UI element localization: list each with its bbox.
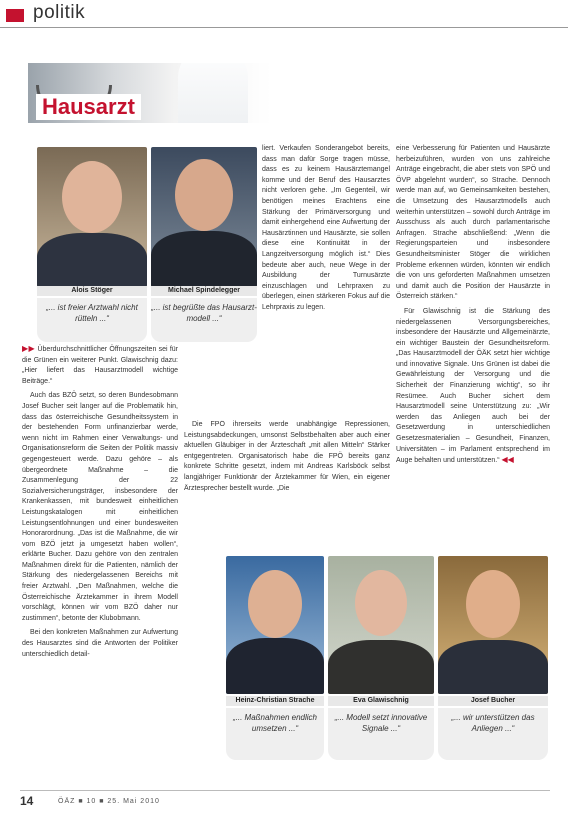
paragraph: eine Verbesserung für Patienten und Hausärzte herbeizuführen, wurden von uns zahlreiche Anträge eingebracht, die aber stets von SPÖ und ÖVP abgelehnt wurden“, so Strache. Dennoch werde man auf, wo Gemeinsamkeiten bestehen, die Umsetzung des Hausarztmodells auch weiterhin unterstützen – sowohl durch Anträge im Ausschuss als auch durch parlamentarische Anfragen. Strache abschließend: „Wenn die Regierungsparteien und insbesondere Gesundheitsminister Stöger die wirklichen Probleme erkennen würden, könnten wir endlich die von uns geforderten Maßnahmen umsetzen und damit auch die Position der Hausärzte in Österreich stärken.“: [396, 145, 550, 301]
portrait-photo-spindelegger: [151, 147, 257, 287]
text-column-left: [22, 344, 178, 784]
paragraph: Für Glawischnig ist die Stärkung des niedergelassenen Versorgungsbereiches, insbesondere der Hausärzte und Allgemeinärzte, ein wichtiger Baustein der Gesundheitsreform. „Das Hausarztmodell der ÖÄK setzt hier wichtige und innovative Signale. Uns Grünen ist dabei die Gewährleistung der Versorgung und die Sicherheit der Finanzierung wichtig“, so ihr Resümee. Auch Bucher sichert dem Hausarztmodell seine Unterstützung zu: „Wir werden das Anliegen auch bei der Gesetzwerdung in unterschiedlichen Gesetzesmaterialien – Gesundheit, Finanzen, Universitäten – im Parlament entsprechend im Auge behalten und unterstützen.“: [396, 307, 550, 465]
paragraph: Die FPÖ ihrerseits werde unabhängige Repressionen, Leistungsabdeckungen, umsonst Selbstbehalten aber auch einer aktuellen Gläubiger in der Ärzteschaft „mit allen Mitteln“ Stärker entgegentreten. Organisatorisch habe die FPÖ bereits ganz konkrete Schritte gesetzt, indem mit Andreas Karlsböck selbst langjähriger Funktionär der Ärztekammer für Wien, ein eigener Ärztesprecher bestellt wurde. „Die: [184, 421, 390, 492]
portrait-photo-stoeger: [37, 147, 147, 287]
doctor-coat-shape: [178, 63, 248, 123]
paragraph: liert. Verkaufen Sonderangebot bereits, dass man dafür Sorge tragen müsse, dass es zu keinem Hausärztemangel komme und der Beruf des Hausarztes nicht verloren gehe. „Im Gegenteil, wir benötigen meines Erachtens eine Stärkung der Primärversorgung und damit einhergehend eine Aufwertung der Hausärztinnen und Hausärzte, sie sollen diese eine Kontinuität in der Langzeitversorgung möglich ist.“ Dies bedeute aber auch, neue Wege in der Ausbildung der Turnusärzte einzuschlagen und Lehrpraxen zu überlegen, einen stärkeren Fokus auf die Lehrpraxis zu legen.: [262, 145, 390, 311]
portrait-quote: „... Maßnahmen endlich umsetzen ...“: [226, 708, 324, 760]
section-marker: [6, 9, 24, 22]
portrait-name: Eva Glawischnig: [328, 696, 434, 706]
paragraph: Überdurchschnittlicher Öffnungszeiten sei für die Grünen ein weiterer Punkt. Glawischnig dazu: „Hier liefert das Hausarztmodell wichtige Beiträge.“: [22, 346, 178, 385]
portrait-photo-bucher: [438, 556, 548, 694]
portrait-name: Alois Stöger: [37, 286, 147, 296]
portrait-name: Heinz-Christian Strache: [226, 696, 324, 706]
topic-title: Hausarzt: [36, 94, 141, 120]
publication-issue: ÖÄZ ■ 10 ■ 25. Mai 2010: [58, 798, 160, 805]
portrait-quote: „... ist freier Arztwahl nicht rütteln ...“: [37, 298, 147, 342]
portrait-photo-glawischnig: [328, 556, 434, 694]
section-label: politik: [33, 2, 86, 23]
text-column-middle-bottom: [184, 420, 390, 548]
portrait-photo-strache: [226, 556, 324, 694]
article-end-icon: ◀◀: [501, 455, 514, 465]
paragraph: Bei den konkreten Maßnahmen zur Aufwertung des Hausarztes sind die Antworten der Politiker unterschiedlich detail-: [22, 629, 178, 658]
portrait-quote: „... Modell setzt innovative Signale ...“: [328, 708, 434, 760]
footer-rule: [20, 790, 550, 791]
header-rule: [0, 27, 568, 28]
page-number: 14: [20, 794, 34, 808]
text-column-right: [396, 144, 550, 544]
portrait-quote: „... ist begrüßte das Hausarzt-modell ...“: [151, 298, 257, 342]
paragraph: Auch das BZÖ setzt, so deren Bundesobmann Josef Bucher seit langer auf die Problematik hin, dass das österreichische Gesundheitssystem in der bestehenden Form unfinanzierbar werde, wenn nicht im Rahmen einer Verwaltungs- und Organisationsreform die Seiten der Politik massiv gegengesteuert werde. Dazu gehöre – als übergeordnete Maßnahme – die Zusammenlegung der 22 Sozialversicherungsträger, insbesondere der Krankenkassen, mit bundesweit einheitlichen Leistungskatalogen mit einheitlichen Leistungsentlohnungen und einer bundesweiten Honorarordnung. „Das ist die Maßnahme, die wir vom BZÖ jetzt ja umgesetzt haben wollen“, erklärte Bucher. Dazu gehöre von den zentralen Maßnahmen direkt für die Patienten, nämlich der Stärkung des niedergelassenen Bereichs mit freier Arztwahl. „Den Maßnahmen, welche die Österreichische Ärztekammer in ihrem Modell vorschlägt, können wir vom BZÖ daher nur zustimmen“, betonte der Klubobmann.: [22, 392, 178, 622]
portrait-name: Michael Spindelegger: [151, 286, 257, 296]
portrait-name: Josef Bucher: [438, 696, 548, 706]
portrait-quote: „... wir unterstützen das Anliegen ...“: [438, 708, 548, 760]
article-continue-icon: ▶▶: [22, 344, 38, 353]
text-column-middle-top: [262, 144, 390, 344]
